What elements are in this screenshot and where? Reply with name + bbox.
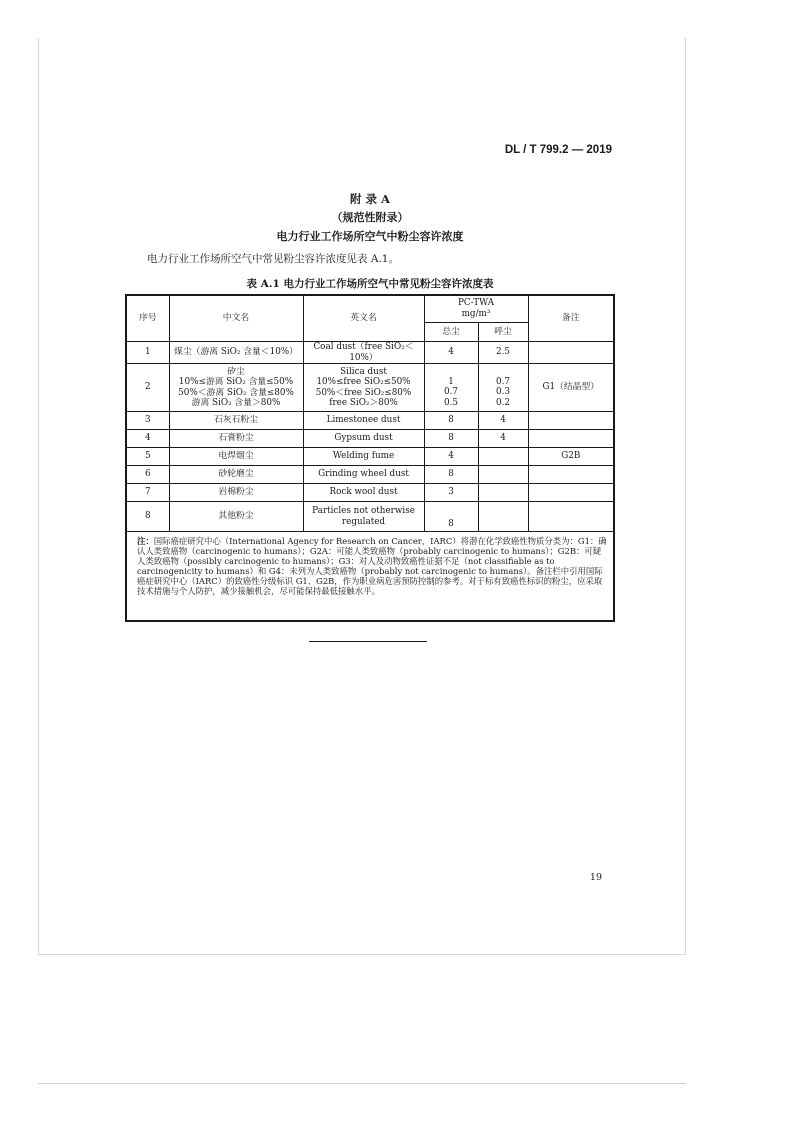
cell-remark <box>528 466 614 484</box>
header-en-name: 英文名 <box>303 295 424 342</box>
cn-name-line: 电焊烟尘 <box>218 451 254 462</box>
total-dust-value: 3 <box>448 487 454 498</box>
header-total-dust: 总尘 <box>424 323 478 342</box>
note-label: 注： <box>137 536 154 547</box>
en-name-line: Welding fume <box>332 451 395 462</box>
cn-name-line: 石膏粉尘 <box>218 433 254 444</box>
en-name-line: Rock wool dust <box>329 487 398 498</box>
cell-cn-name <box>169 466 303 484</box>
cn-name-line: 砂轮磨尘 <box>218 469 254 480</box>
cn-name-line: 游离 SiO₂ 含量＞80% <box>191 398 281 409</box>
cell-remark <box>528 342 614 364</box>
en-name-line: Limestonee dust <box>326 415 401 426</box>
total-dust-value: 8 <box>448 469 454 480</box>
cell-seq: 3 <box>126 412 169 430</box>
table-note <box>126 532 614 622</box>
cell-total-dust <box>424 412 478 430</box>
cell-seq: 1 <box>126 342 169 364</box>
cell-cn-name <box>169 430 303 448</box>
cn-name-line: 矽尘 <box>227 366 245 377</box>
respirable-dust-value: 0.3 <box>496 387 510 398</box>
en-name-line: Silica dust <box>340 366 387 377</box>
cell-en-name <box>303 412 424 430</box>
total-dust-value: 4 <box>448 347 454 358</box>
cell-cn-name <box>169 364 303 412</box>
cell-respirable-dust <box>478 364 528 412</box>
cell-remark <box>528 412 614 430</box>
table-row <box>126 430 614 448</box>
cell-total-dust <box>424 484 478 502</box>
total-dust-value: 1 <box>448 376 454 387</box>
cell-en-name <box>303 466 424 484</box>
table-row <box>126 342 614 364</box>
header-seq: 序号 <box>126 295 169 342</box>
cell-respirable-dust <box>478 484 528 502</box>
table-row <box>126 466 614 484</box>
en-name-line: Particles not otherwise <box>312 506 415 517</box>
cn-name-line: 10%≤游离 SiO₂ 含量≤50% <box>178 377 294 388</box>
annex-title: 附 录 A <box>350 192 390 206</box>
cell-total-dust <box>424 502 478 532</box>
cell-remark: G2B <box>528 448 614 466</box>
cell-total-dust <box>424 364 478 412</box>
intro-paragraph: 电力行业工作场所空气中常见粉尘容许浓度见表 A.1。 <box>147 253 399 265</box>
header-pc-twa-label: PC-TWA <box>457 298 495 309</box>
total-dust-value: 4 <box>448 451 454 462</box>
en-name-line: 10%≤free SiO₂≤50% <box>316 377 411 388</box>
en-name-line: Gypsum dust <box>334 433 393 444</box>
cell-total-dust <box>424 466 478 484</box>
cell-en-name <box>303 430 424 448</box>
table-row <box>126 502 614 532</box>
cell-total-dust <box>424 430 478 448</box>
table-row <box>126 448 614 466</box>
cell-remark: G1（结晶型） <box>528 364 614 412</box>
cell-seq: 2 <box>126 364 169 412</box>
cell-en-name <box>303 342 424 364</box>
total-dust-value: 8 <box>448 518 454 529</box>
cell-total-dust <box>424 342 478 364</box>
table-caption: 表 A.1 电力行业工作场所空气中常见粉尘容许浓度表 <box>246 278 494 290</box>
table-row <box>126 412 614 430</box>
table-row <box>126 484 614 502</box>
header-respirable-dust: 呼尘 <box>478 323 528 342</box>
cell-seq: 7 <box>126 484 169 502</box>
cn-name-line: 岩棉粉尘 <box>218 487 254 498</box>
document-code: DL / T 799.2 — 2019 <box>504 144 612 156</box>
cell-respirable-dust <box>478 448 528 466</box>
cell-cn-name <box>169 342 303 364</box>
en-name-line: free SiO₂＞80% <box>329 398 398 409</box>
total-dust-value: 8 <box>448 433 454 444</box>
cell-remark <box>528 484 614 502</box>
cell-en-name <box>303 484 424 502</box>
note-text: 国际癌症研究中心（International Agency for Research on Cancer，IARC）将潜在化学致癌性物质分类为：G1：确认人类致癌物（carcinogenic to humans）；G2A：可能人类致癌物（probably carcinogenic to humans）；G2B：可疑人类致癌物（possibly carcinogenic to humans）；G3：对人及动物致癌性证据不足（not classifiable as to carcinogenicity to humans）和 G4：未列为人类致癌物（probably not carcinogenic to humans）。备注栏中引用国际癌症研究中心（IARC）的致癌性分级标识 G1、G2B，作为职业病危害预防控制的参考。对于标有致癌性标识的粉尘，应采取技术措施与个人防护，减少接触机会，尽可能保持最低接触水平。 <box>137 536 607 597</box>
cell-cn-name <box>169 412 303 430</box>
cell-cn-name <box>169 484 303 502</box>
cell-en-name <box>303 364 424 412</box>
cn-name-line: 其他粉尘 <box>218 511 254 522</box>
cell-respirable-dust <box>478 342 528 364</box>
total-dust-value: 0.7 <box>444 387 458 398</box>
cell-respirable-dust <box>478 412 528 430</box>
cell-cn-name <box>169 448 303 466</box>
en-name-line: regulated <box>341 516 386 527</box>
en-name-line: 50%＜free SiO₂≤80% <box>315 387 412 398</box>
annex-type: （规范性附录） <box>331 211 409 224</box>
end-rule <box>309 641 427 642</box>
cell-seq: 8 <box>126 502 169 532</box>
cell-en-name <box>303 448 424 466</box>
cell-en-name <box>303 502 424 532</box>
header-remark: 备注 <box>528 295 614 342</box>
cell-respirable-dust <box>478 502 528 532</box>
cell-seq: 5 <box>126 448 169 466</box>
header-cn-name: 中文名 <box>169 295 303 342</box>
en-name-line: Grinding wheel dust <box>318 469 409 480</box>
cell-remark <box>528 430 614 448</box>
page-bottom-rule <box>38 1083 686 1084</box>
cn-name-line: 50%＜游离 SiO₂ 含量≤80% <box>178 387 294 398</box>
cell-respirable-dust <box>478 466 528 484</box>
total-dust-value: 0.5 <box>444 397 458 408</box>
respirable-dust-value: 0.2 <box>496 397 510 408</box>
cell-seq: 4 <box>126 430 169 448</box>
cn-name-line: 石灰石粉尘 <box>214 415 258 426</box>
cell-cn-name <box>169 502 303 532</box>
respirable-dust-value: 0.7 <box>496 376 510 387</box>
cell-seq: 6 <box>126 466 169 484</box>
en-name-line: Coal dust（free SiO₂＜10%） <box>313 342 414 363</box>
header-unit: mg/m³ <box>461 309 491 319</box>
table-row <box>126 364 614 412</box>
cell-total-dust <box>424 448 478 466</box>
respirable-dust-value: 2.5 <box>496 347 510 358</box>
respirable-dust-value: 4 <box>500 415 506 426</box>
cell-remark <box>528 502 614 532</box>
table-body <box>126 342 614 532</box>
cell-respirable-dust <box>478 430 528 448</box>
page-number: 19 <box>589 872 602 883</box>
cn-name-line: 煤尘（游离 SiO₂ 含量＜10%） <box>174 347 298 358</box>
dust-limit-table <box>125 294 615 622</box>
respirable-dust-value: 4 <box>500 433 506 444</box>
total-dust-value: 8 <box>448 415 454 426</box>
header-pc-twa <box>424 295 528 323</box>
annex-heading: 电力行业工作场所空气中粉尘容许浓度 <box>276 230 464 243</box>
